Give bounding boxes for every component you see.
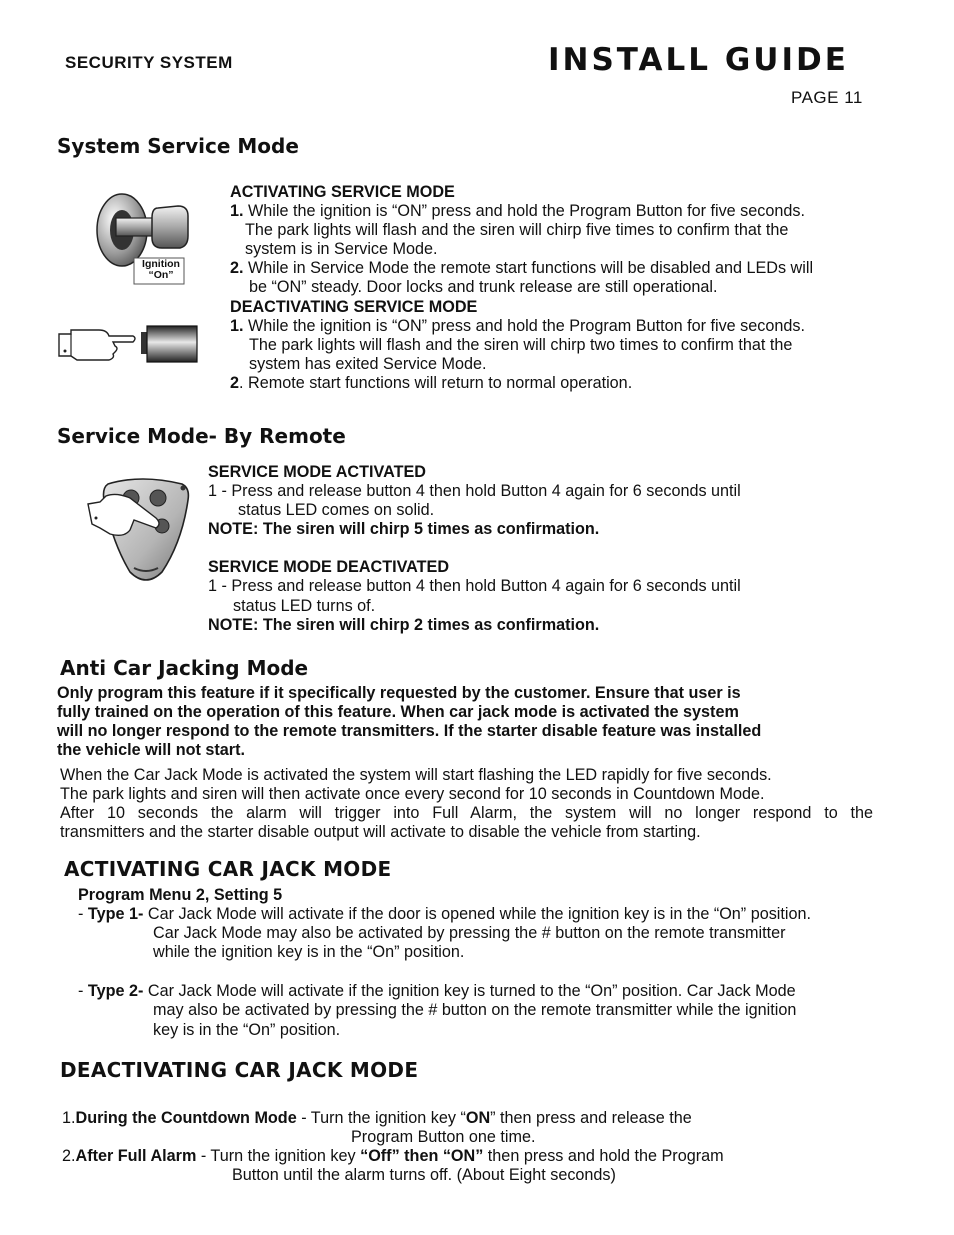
hand-pressing-button-icon bbox=[57, 322, 199, 364]
anti-car-jacking-heading: Anti Car Jacking Mode bbox=[60, 656, 309, 680]
deactivate-step-1-line3: system has exited Service Mode. bbox=[249, 354, 487, 373]
step-label: After Full Alarm bbox=[75, 1147, 197, 1166]
step-number: 1. bbox=[62, 1109, 76, 1127]
service-mode-activated-title: SERVICE MODE ACTIVATED bbox=[208, 463, 426, 481]
service-mode-instructions bbox=[230, 183, 910, 393]
activate-step-2-line2: be “ON” steady. Door locks and trunk release are still operational. bbox=[249, 278, 718, 297]
type2-line3: key is in the “On” position. bbox=[153, 1020, 341, 1039]
deactivating-service-mode-title: DEACTIVATING SERVICE MODE bbox=[230, 297, 478, 316]
description-line: transmitters and the starter disable output will activate to disable the vehicle from starting. bbox=[60, 823, 701, 842]
activated-step-line1: 1 - Press and release button 4 then hold Button 4 again for 6 seconds until bbox=[208, 482, 741, 501]
description-line: The park lights and siren will then activate once every second for 10 seconds in Countdown Mode. bbox=[60, 785, 765, 804]
service-mode-deactivated-title: SERVICE MODE DEACTIVATED bbox=[208, 558, 450, 577]
activate-step-1-line2: The park lights will flash and the siren will chirp five times to confirm that the bbox=[245, 221, 789, 240]
ignition-on-label bbox=[135, 259, 187, 281]
activate-step-1-line3: system is in Service Mode. bbox=[245, 240, 438, 259]
remote-instructions bbox=[208, 463, 858, 635]
warning-line: will no longer respond to the remote transmitters. If the starter disable feature was installed bbox=[57, 722, 762, 741]
activating-car-jack-content bbox=[78, 886, 908, 1040]
activated-note: NOTE: The siren will chirp 5 times as confirmation. bbox=[208, 520, 600, 539]
step-number: 2 bbox=[230, 373, 240, 392]
type1-text: Car Jack Mode will activate if the door is opened while the ignition key is in the “On” position. bbox=[143, 905, 811, 924]
step-text: - Turn the ignition key bbox=[196, 1147, 361, 1166]
spacer bbox=[78, 962, 908, 982]
step-text: While the ignition is “ON” press and hold the Program Button for five seconds. bbox=[243, 202, 805, 221]
header-section-title: SECURITY SYSTEM bbox=[65, 53, 233, 72]
type2-line2: may also be activated by pressing the # button on the remote transmitter while the ignition bbox=[153, 1001, 797, 1020]
step-text: ” then press and release the bbox=[490, 1109, 692, 1127]
step-number: 2. bbox=[62, 1147, 76, 1166]
activated-step-line2: status LED comes on solid. bbox=[238, 501, 435, 520]
anti-jacking-warning bbox=[57, 684, 867, 760]
activate-step-2 bbox=[230, 259, 910, 278]
deactivated-note: NOTE: The siren will chirp 2 times as confirmation. bbox=[208, 615, 600, 634]
step-text: then press and hold the Program bbox=[483, 1147, 724, 1166]
deactivated-step-line1: 1 - Press and release button 4 then hold Button 4 again for 6 seconds until bbox=[208, 577, 741, 596]
system-service-mode-heading: System Service Mode bbox=[57, 134, 299, 158]
step-number: 1. bbox=[230, 316, 244, 335]
type1-line2: Car Jack Mode may also be activated by pressing the # button on the remote transmitter bbox=[153, 924, 786, 943]
ignition-label-line1: Ignition bbox=[142, 258, 180, 270]
key-off-on: “Off” then “ON” bbox=[360, 1147, 484, 1166]
service-mode-by-remote-heading: Service Mode- By Remote bbox=[57, 424, 346, 448]
dash: - bbox=[78, 982, 88, 1001]
type1-line1 bbox=[78, 905, 908, 924]
program-menu-setting: Program Menu 2, Setting 5 bbox=[78, 886, 283, 904]
type1-label: Type 1- bbox=[87, 905, 144, 924]
description-line: When the Car Jack Mode is activated the system will start flashing the LED rapidly for five seconds. bbox=[60, 766, 772, 784]
page-number: PAGE 11 bbox=[791, 88, 863, 107]
remote-transmitter-icon bbox=[86, 476, 196, 586]
key-on: ON bbox=[465, 1109, 491, 1127]
deactivate-step-2 bbox=[230, 374, 910, 393]
anti-jacking-description bbox=[60, 766, 873, 842]
warning-line: Only program this feature if it specifically requested by the customer. Ensure that user is bbox=[57, 684, 741, 702]
ignition-label-line2: “On” bbox=[148, 269, 174, 281]
deactivate-step-2-line2: Button until the alarm turns off. (About Eight seconds) bbox=[232, 1166, 616, 1185]
step-text: . Remote start functions will return to normal operation. bbox=[239, 373, 633, 392]
step-text: - Turn the ignition key “ bbox=[296, 1109, 466, 1127]
step-label: During the Countdown Mode bbox=[75, 1109, 297, 1127]
deactivate-step-1 bbox=[62, 1109, 882, 1128]
deactivate-step-2 bbox=[62, 1147, 882, 1166]
description-line: After 10 seconds the alarm will trigger into Full Alarm, the system will no longer respond to the bbox=[60, 804, 873, 823]
deactivated-step-line2: status LED turns of. bbox=[233, 596, 376, 615]
step-text: While the ignition is “ON” press and hold the Program Button for five seconds. bbox=[243, 316, 805, 335]
step-text: While in Service Mode the remote start functions will be disabled and LEDs will bbox=[243, 259, 814, 278]
deactivating-car-jack-content bbox=[62, 1109, 882, 1185]
type2-label: Type 2- bbox=[87, 982, 144, 1001]
spacer bbox=[208, 539, 858, 558]
deactivate-step-1 bbox=[230, 317, 910, 336]
warning-line: fully trained on the operation of this feature. When car jack mode is activated the system bbox=[57, 703, 739, 722]
deactivate-step-1-line2: The park lights will flash and the siren will chirp two times to confirm that the bbox=[249, 335, 793, 354]
type2-text: Car Jack Mode will activate if the ignition key is turned to the “On” position. Car Jack Mode bbox=[143, 982, 796, 1001]
deactivate-step-1-line2: Program Button one time. bbox=[351, 1128, 536, 1147]
step-number: 1. bbox=[230, 202, 244, 221]
step-number: 2. bbox=[230, 259, 244, 278]
header-guide-title: INSTALL GUIDE bbox=[548, 42, 849, 78]
warning-line: the vehicle will not start. bbox=[57, 741, 245, 760]
deactivating-car-jack-heading: DEACTIVATING CAR JACK MODE bbox=[60, 1058, 419, 1082]
activating-service-mode-title: ACTIVATING SERVICE MODE bbox=[230, 183, 455, 201]
dash: - bbox=[78, 905, 88, 924]
type1-line3: while the ignition key is in the “On” position. bbox=[153, 943, 465, 962]
type2-line1 bbox=[78, 982, 908, 1001]
activate-step-1 bbox=[230, 202, 910, 221]
activating-car-jack-heading: ACTIVATING CAR JACK MODE bbox=[64, 857, 392, 881]
